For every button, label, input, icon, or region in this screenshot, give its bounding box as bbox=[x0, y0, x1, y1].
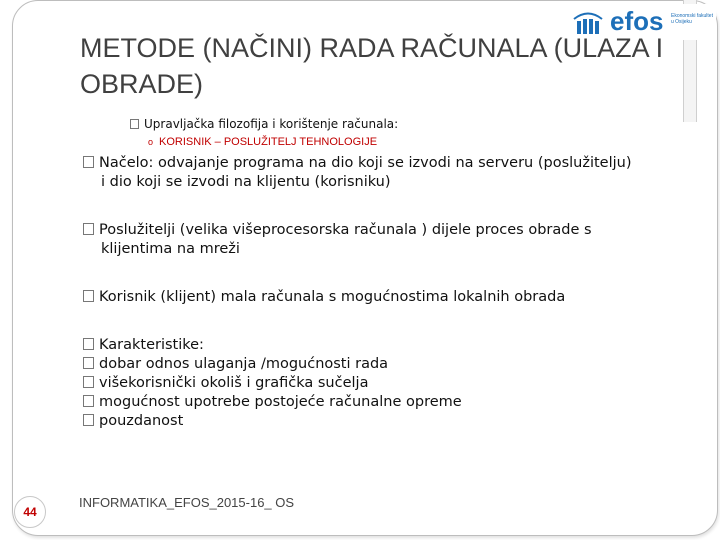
list-item: mogućnost upotrebe postojeće računalne opreme bbox=[83, 393, 683, 412]
bullet-principle bbox=[83, 154, 683, 192]
sub-heading bbox=[130, 117, 398, 131]
bullet-square-icon bbox=[83, 156, 94, 168]
bullet-client bbox=[83, 288, 683, 307]
logo-subtitle-line1: Ekonomski fakultet bbox=[671, 13, 713, 19]
bullet-square-icon bbox=[83, 290, 94, 302]
bullet-square-icon bbox=[83, 338, 94, 350]
list-item: dobar odnos ulaganja /mogućnosti rada bbox=[83, 355, 683, 374]
bullet-servers bbox=[83, 221, 683, 259]
characteristics-list bbox=[83, 336, 683, 431]
list-item: pouzdanost bbox=[83, 412, 683, 431]
logo-wordmark: efos bbox=[610, 6, 664, 36]
bullet-square-icon bbox=[83, 414, 94, 426]
slide-title bbox=[80, 30, 670, 102]
sub-sub-heading bbox=[148, 136, 377, 148]
slide-title-line2: OBRADE) bbox=[80, 69, 204, 99]
logo-subtitle bbox=[671, 13, 717, 25]
list-item: Karakteristike: bbox=[83, 336, 683, 355]
bullet-servers-line2: klijentima na mreži bbox=[101, 241, 240, 257]
page-number-badge bbox=[14, 496, 46, 528]
bullet-principle-line2: i dio koji se izvodi na klijentu (korisniku) bbox=[101, 174, 391, 190]
bullet-square-icon bbox=[83, 395, 94, 407]
footer-text: INFORMATIKA_EFOS_2015-16_ OS bbox=[79, 495, 295, 510]
bullet-client-line1: Korisnik (klijent) mala računala s mogućnostima lokalnih obrada bbox=[99, 289, 566, 305]
sub-sub-heading-text: KORISNIK – POSLUŽITELJ TEHNOLOGIJE bbox=[159, 136, 378, 148]
logo-subtitle-line2: u Osijeku bbox=[671, 19, 692, 25]
bullet-square-icon bbox=[83, 357, 94, 369]
bullet-square-icon bbox=[83, 376, 94, 388]
bullet-servers-line1: Poslužitelji (velika višeprocesorska računala ) dijele proces obrade s bbox=[99, 222, 592, 238]
bullet-square-icon bbox=[83, 223, 94, 235]
list-item: višekorisnički okoliš i grafička sučelja bbox=[83, 374, 683, 393]
circle-bullet-icon: o bbox=[148, 137, 154, 147]
page-number: 44 bbox=[23, 505, 37, 519]
bullet-principle-line1: Načelo: odvajanje programa na dio koji se izvodi na serveru (poslužitelju) bbox=[99, 155, 632, 171]
bullet-square-icon bbox=[130, 119, 139, 129]
slide-title-line1: METODE (NAČINI) RADA RAČUNALA (ULAZA I bbox=[80, 33, 664, 63]
sub-heading-text: Upravljačka filozofija i korištenje računala: bbox=[144, 117, 399, 131]
